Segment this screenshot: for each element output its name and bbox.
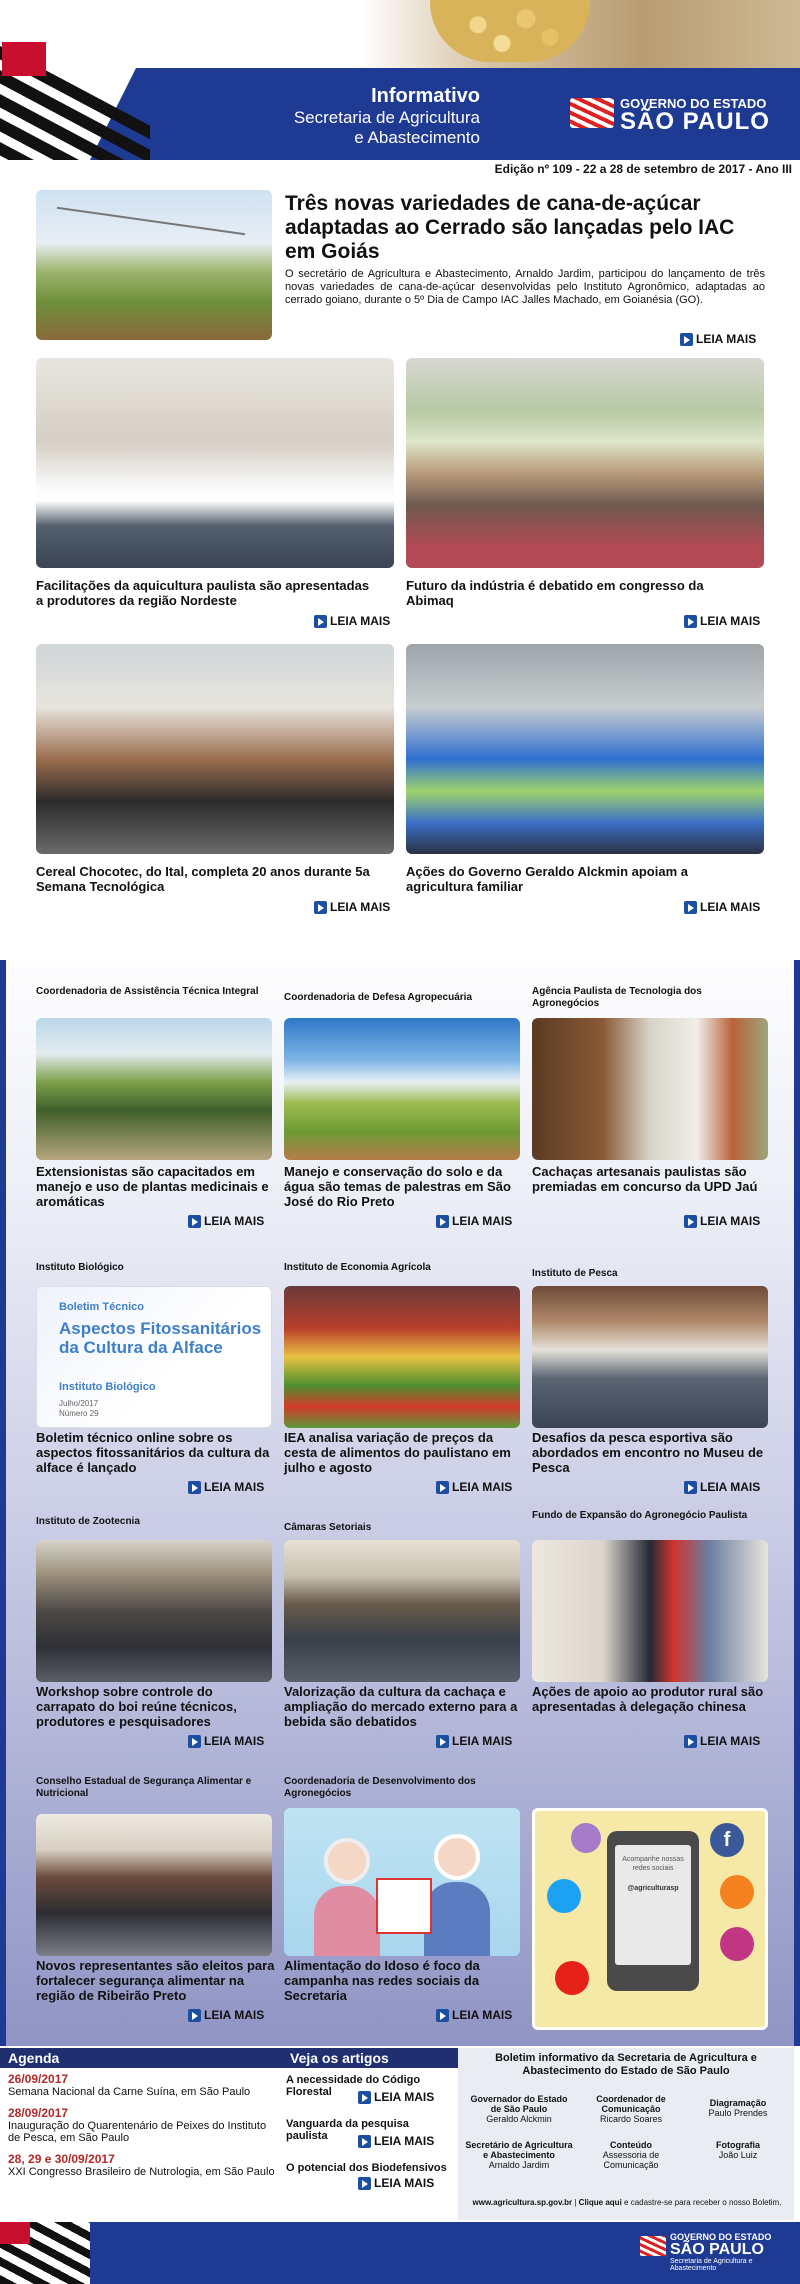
article-image[interactable] [284, 1018, 520, 1160]
category-label: Instituto de Pesca [532, 1268, 618, 1279]
footer-gov-line: Secretaria de Agricultura e Abastecimento [670, 2258, 753, 2272]
credit-block [688, 2098, 788, 2118]
article-image[interactable] [284, 1286, 520, 1428]
credit-name: Arnaldo Jardim [488, 2160, 550, 2170]
read-more-link[interactable] [436, 2008, 512, 2022]
credit-role: Diagramação [709, 2098, 767, 2108]
flag-canton [2, 42, 46, 76]
arrow-icon [680, 333, 693, 346]
article-item [286, 2162, 454, 2202]
read-more-label: LEIA MAIS [374, 2134, 435, 2148]
read-more-label: LEIA MAIS [696, 332, 757, 346]
article-image[interactable] [36, 1540, 272, 1682]
article-image[interactable] [36, 644, 394, 854]
read-more-link[interactable] [684, 1734, 760, 1748]
read-more-label: LEIA MAIS [204, 2008, 265, 2022]
arrow-icon [358, 2135, 371, 2148]
boletim-line: Número 29 [59, 1409, 99, 1418]
twitter-icon[interactable] [547, 1879, 581, 1913]
category-label: Conselho Estadual de Segurança Alimentar e Nutricional [36, 1776, 252, 1799]
article-image[interactable] [532, 1286, 768, 1428]
footer-bar [0, 2222, 800, 2284]
read-more-link[interactable] [188, 2008, 264, 2022]
gov-logo-line1: GOVERNO DO ESTADO [620, 96, 767, 111]
government-logo[interactable] [570, 92, 790, 136]
article-title[interactable]: Cereal Chocotec, do Ital, completa 20 anos durante 5a Semana Tecnológica [36, 864, 370, 894]
agenda-text: XXI Congresso Brasileiro de Nutrologia, em São Paulo [8, 2166, 275, 2178]
separator: | [574, 2198, 577, 2207]
category-label: Câmaras Setoriais [284, 1522, 372, 1533]
category-label: Coordenadoria de Desenvolvimento dos Agronegócios [284, 1776, 476, 1799]
read-more-link[interactable] [684, 614, 760, 628]
read-more-label: LEIA MAIS [700, 900, 761, 914]
read-more-label: LEIA MAIS [452, 2008, 513, 2022]
arrow-icon [358, 2177, 371, 2190]
boletim-line: Instituto Biológico [59, 1381, 156, 1393]
agenda-list [8, 2072, 276, 2178]
read-more-link[interactable] [358, 2090, 434, 2104]
read-more-label: LEIA MAIS [330, 614, 391, 628]
article-title[interactable]: IEA analisa variação de preços da cesta de alimentos do paulistano em julho e agosto [284, 1430, 511, 1475]
arrow-icon [684, 1735, 697, 1748]
arrow-icon [436, 2009, 449, 2022]
article-title[interactable]: Novos representantes são eleitos para fortalecer segurança alimentar na região de Ribeirão Preto [36, 1958, 275, 2003]
credit-name: Paulo Prendes [708, 2108, 768, 2118]
leaflet-icon [376, 1878, 432, 1934]
sao-paulo-flag [0, 40, 150, 160]
read-more-link[interactable] [358, 2134, 434, 2148]
arrow-icon [188, 1481, 201, 1494]
credit-name: João Luiz [718, 2150, 758, 2160]
credits-links [462, 2198, 792, 2207]
article-image[interactable] [406, 644, 764, 854]
elderly-man-illustration [434, 1834, 480, 1880]
read-more-label: LEIA MAIS [374, 2090, 435, 2104]
read-more-link[interactable] [188, 1214, 264, 1228]
campaign-illustration[interactable] [284, 1808, 520, 1956]
category-label: Agência Paulista de Tecnologia dos Agronegócios [532, 986, 702, 1009]
articles-list [286, 2074, 454, 2202]
agenda-item [8, 2152, 276, 2178]
read-more-label: LEIA MAIS [204, 1214, 265, 1228]
social-handle: @agriculturasp [627, 1885, 679, 1892]
credit-block [688, 2140, 788, 2160]
credit-block [576, 2094, 686, 2124]
boletim-line: Boletim Técnico [59, 1301, 144, 1313]
category-label: Instituto de Zootecnia [36, 1516, 140, 1527]
credit-block [464, 2140, 574, 2170]
footer-gov-logo[interactable] [640, 2232, 790, 2272]
lead-article-image[interactable] [36, 190, 272, 340]
illustration-shape [314, 1886, 380, 1956]
read-more-label: LEIA MAIS [452, 1734, 513, 1748]
category-label: Coordenadoria de Assistência Técnica Integral [36, 986, 259, 997]
arrow-icon [436, 1735, 449, 1748]
arrow-icon [684, 615, 697, 628]
read-more-link[interactable] [358, 2176, 434, 2190]
illustration-shape [424, 1882, 490, 1956]
read-more-label: LEIA MAIS [700, 1214, 761, 1228]
social-media-banner[interactable] [532, 1808, 768, 2030]
article-image[interactable] [532, 1018, 768, 1160]
boletim-line: Julho/2017 [59, 1399, 99, 1408]
credits-heading: Boletim informativo da Secretaria de Agricultura e Abastecimento do Estado de São Paulo [495, 2052, 757, 2077]
read-more-link[interactable] [436, 1734, 512, 1748]
read-more-label: LEIA MAIS [204, 1734, 265, 1748]
arrow-icon [314, 901, 327, 914]
opinion-title[interactable]: O potencial dos Biodefensivos [286, 2162, 447, 2174]
article-title[interactable]: Ações do Governo Geraldo Alckmin apoiam a agricultura familiar [406, 864, 688, 894]
article-item [286, 2118, 454, 2162]
site-link[interactable]: www.agricultura.sp.gov.br [472, 2198, 573, 2207]
agenda-item [8, 2072, 276, 2098]
opinion-title[interactable]: A necessidade do Código Florestal [286, 2074, 421, 2098]
article-title[interactable]: Workshop sobre controle do carrapato do boi reúne técnicos, produtores e pesquisadores [36, 1684, 237, 1729]
opinion-title[interactable]: Vanguarda da pesquisa paulista [286, 2118, 409, 2142]
article-title[interactable]: Manejo e conservação do solo e da água são temas de palestras em São José do Rio Preto [284, 1164, 511, 1209]
read-more-label: LEIA MAIS [204, 1480, 265, 1494]
credit-name: Geraldo Alckmin [486, 2114, 552, 2124]
read-more-link[interactable] [684, 1214, 760, 1228]
title-line: e Abastecimento [354, 128, 480, 147]
title-line: Secretaria de Agricultura [293, 108, 480, 127]
article-title[interactable]: Boletim técnico online sobre os aspectos fitossanitários da cultura da alface é lançado [36, 1430, 270, 1475]
credit-role: Secretário de Agricultura e Abastecimento [465, 2140, 573, 2160]
category-label: Coordenadoria de Defesa Agropecuária [284, 992, 473, 1003]
read-more-label: LEIA MAIS [452, 1480, 513, 1494]
agenda-text: Inauguração do Quarentenário de Peixes do Instituto de Pesca, em São Paulo [8, 2120, 267, 2144]
facebook-icon[interactable]: f [710, 1823, 744, 1857]
read-more-label: LEIA MAIS [452, 1214, 513, 1228]
lead-article-text: O secretário de Agricultura e Abastecimento, Arnaldo Jardim, participou do lançamento de três novas variedades de cana-de-açúcar desenvolvidas pelo Instituto Agronômico, adaptadas ao cerrado goiano, durante o 5º Dia de Campo IAC Jalles Machado, em Goianésia (GO). [285, 268, 765, 306]
credit-name: Assessoria de Comunicação [602, 2150, 660, 2170]
article-image[interactable] [36, 358, 394, 568]
article-title[interactable]: Extensionistas são capacitados em manejo e uso de plantas medicinais e aromáticas [36, 1164, 269, 1209]
read-more-link[interactable] [314, 614, 390, 628]
title-line: Informativo [371, 85, 480, 107]
phone-icon [607, 1831, 699, 1991]
category-label: Instituto Biológico [36, 1262, 124, 1273]
credit-block [464, 2094, 574, 2124]
credit-role: Coordenador de Comunicação [596, 2094, 666, 2114]
arrow-icon [188, 2009, 201, 2022]
article-title[interactable]: Alimentação do Idoso é foco da campanha nas redes sociais da Secretaria [284, 1958, 480, 2003]
read-more-link[interactable] [684, 900, 760, 914]
agenda-item [8, 2106, 276, 2144]
footer-gov-line: SÃO PAULO [670, 2241, 764, 2258]
read-more-link[interactable] [684, 1480, 760, 1494]
social-text: Acompanhe nossas redes sociais [622, 1856, 684, 1872]
arrow-icon [684, 1215, 697, 1228]
category-label: Instituto de Economia Agrícola [284, 1262, 431, 1273]
credit-role: Conteúdo [610, 2140, 652, 2150]
soybeans-image [430, 0, 590, 62]
boletim-line: Aspectos Fitossanitários da Cultura da Alface [59, 1319, 262, 1357]
lead-article-title[interactable]: Três novas variedades de cana-de-açúcar adaptadas ao Cerrado são lançadas pelo IAC em Goiás [285, 192, 735, 263]
footer-flag [0, 2222, 90, 2284]
agenda-header: Agenda [0, 2048, 282, 2068]
chat-icon[interactable] [571, 1823, 601, 1853]
article-title[interactable]: Ações de apoio ao produtor rural são apresentadas à delegação chinesa [532, 1684, 764, 1714]
arrow-icon [436, 1215, 449, 1228]
arrow-icon [436, 1481, 449, 1494]
read-more-label: LEIA MAIS [700, 1734, 761, 1748]
article-image[interactable] [36, 1814, 272, 1956]
article-image[interactable] [532, 1540, 768, 1682]
read-more-link[interactable] [314, 900, 390, 914]
read-more-link[interactable] [436, 1214, 512, 1228]
newsletter-title [200, 84, 480, 148]
article-title[interactable]: Cachaças artesanais paulistas são premiadas em concurso da UPD Jaú [532, 1164, 758, 1194]
agenda-text: Semana Nacional da Carne Suína, em São Paulo [8, 2086, 251, 2098]
article-title[interactable]: Desafios da pesca esportiva são abordados em encontro no Museu de Pesca [532, 1430, 764, 1475]
instagram-icon[interactable] [720, 1927, 754, 1961]
footer-gov-line: GOVERNO DO ESTADO [670, 2232, 772, 2242]
article-item [286, 2074, 454, 2118]
gov-logo-line2: SÃO PAULO [620, 108, 770, 135]
subscribe-link[interactable]: Clique aqui [578, 2198, 622, 2207]
agenda-date: 28, 29 e 30/09/2017 [8, 2152, 115, 2166]
arrow-icon [684, 901, 697, 914]
article-image[interactable] [284, 1540, 520, 1682]
subscribe-text: e cadastre-se para receber o nosso Boletim. [624, 2198, 782, 2207]
lead-read-more-link[interactable] [680, 332, 756, 346]
read-more-label: LEIA MAIS [700, 1480, 761, 1494]
arrow-icon [188, 1215, 201, 1228]
article-title[interactable]: Futuro da indústria é debatido em congresso da Abimaq [406, 578, 704, 608]
credit-role: Fotografia [716, 2140, 760, 2150]
read-more-label: LEIA MAIS [700, 614, 761, 628]
read-more-link[interactable] [436, 1480, 512, 1494]
arrow-icon [358, 2091, 371, 2104]
arrow-icon [314, 615, 327, 628]
article-title[interactable]: Facilitações da aquicultura paulista são apresentadas a produtores da região Nordeste [36, 578, 370, 608]
arrow-icon [188, 1735, 201, 1748]
read-more-label: LEIA MAIS [374, 2176, 435, 2190]
article-image[interactable] [36, 1018, 272, 1160]
credit-name: Ricardo Soares [599, 2114, 663, 2124]
credits-panel [458, 2048, 794, 2220]
edition-info: Edição nº 109 - 22 a 28 de setembro de 2017 - Ano III [494, 162, 792, 176]
youtube-icon[interactable] [555, 1961, 589, 1995]
gov-logo-icon [640, 2236, 666, 2256]
soundcloud-icon[interactable] [720, 1875, 754, 1909]
articles-header: Veja os artigos [282, 2048, 458, 2068]
elderly-woman-illustration [324, 1838, 370, 1884]
category-label: Fundo de Expansão do Agronegócio Paulista [532, 1510, 748, 1521]
agenda-date: 26/09/2017 [8, 2072, 69, 2086]
read-more-link[interactable] [188, 1734, 264, 1748]
article-title[interactable]: Valorização da cultura da cachaça e ampliação do mercado externo para a bebida são debatidos [284, 1684, 518, 1729]
credit-block [576, 2140, 686, 2170]
read-more-label: LEIA MAIS [330, 900, 391, 914]
gov-logo-icon [570, 98, 614, 128]
arrow-icon [684, 1481, 697, 1494]
credit-role: Governador do Estado de São Paulo [470, 2094, 568, 2114]
read-more-link[interactable] [188, 1480, 264, 1494]
article-image[interactable] [406, 358, 764, 568]
boletim-cover-image[interactable] [36, 1286, 272, 1428]
agenda-date: 28/09/2017 [8, 2106, 69, 2120]
